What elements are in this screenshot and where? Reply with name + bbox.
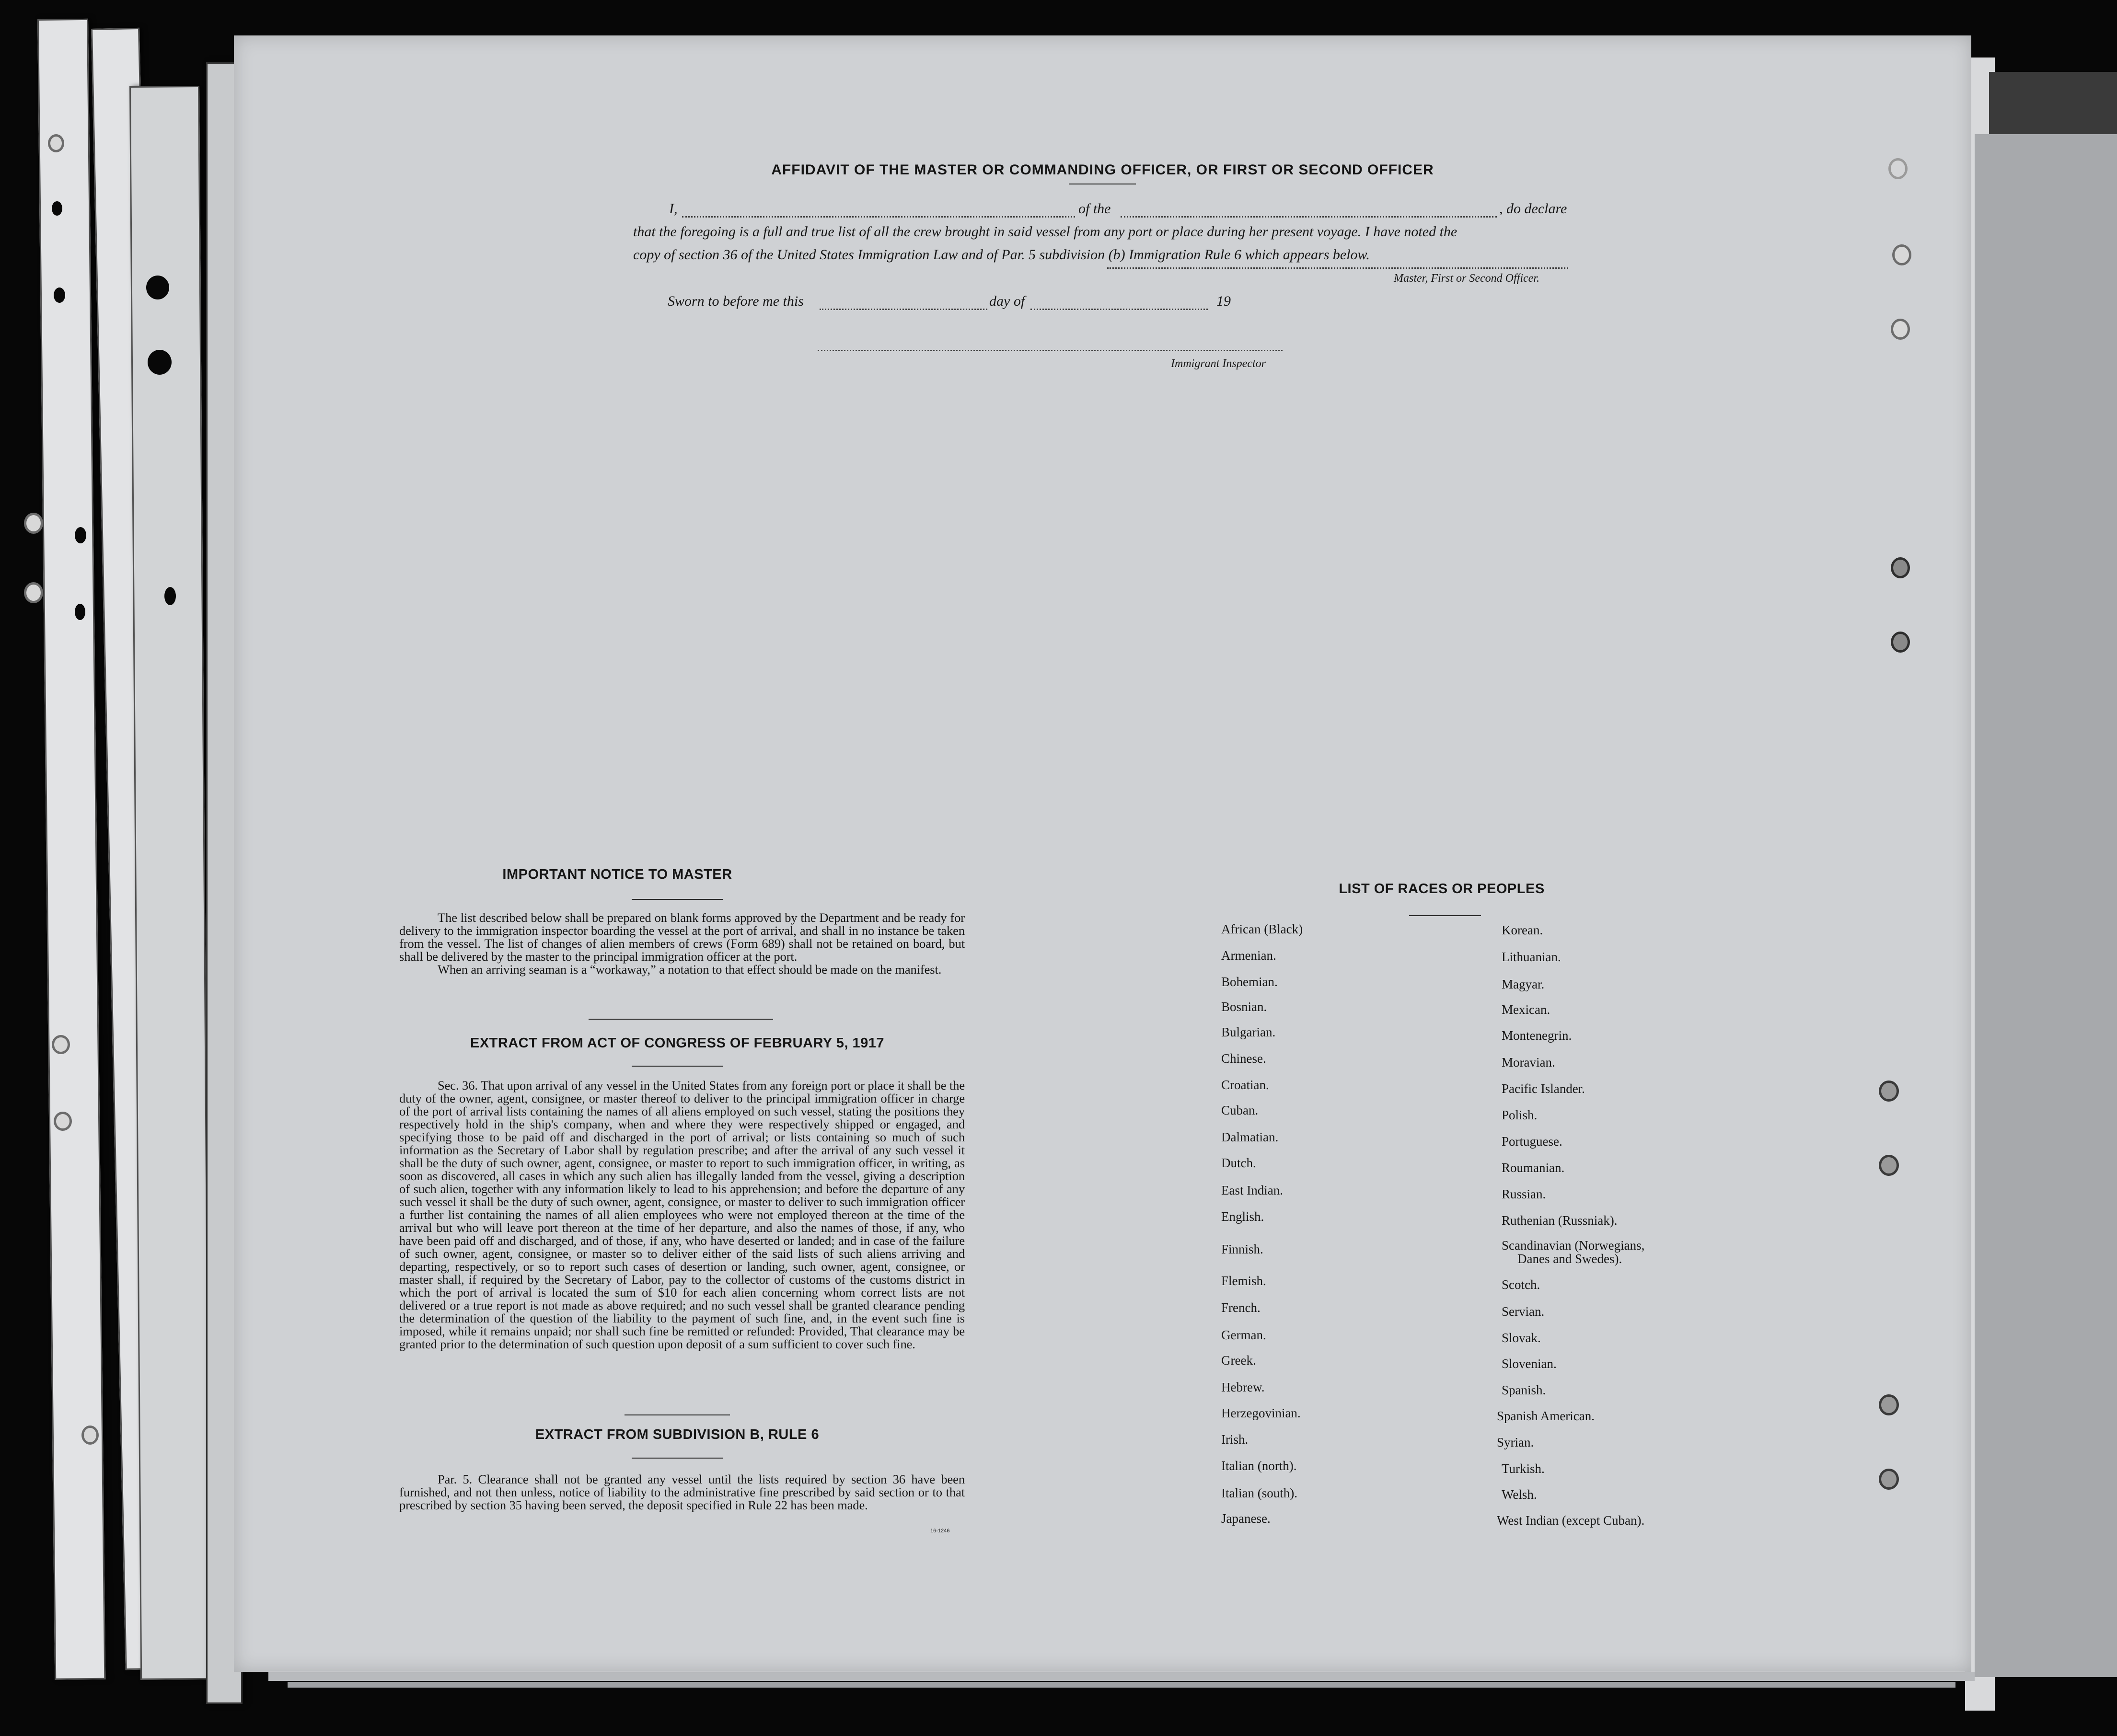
act-title-underline xyxy=(632,1066,723,1067)
binder-hole xyxy=(1891,319,1910,340)
punch-hole xyxy=(75,604,85,620)
form-number: 16-1246 xyxy=(930,1528,950,1534)
binder-hole xyxy=(1892,244,1911,265)
binder-hole xyxy=(1879,1081,1899,1102)
race-item: Montenegrin. xyxy=(1502,1028,1572,1043)
punch-hole xyxy=(24,582,43,603)
race-item: Italian (north). xyxy=(1221,1459,1297,1473)
race-item: Lithuanian. xyxy=(1502,950,1561,964)
race-item: Hebrew. xyxy=(1221,1380,1265,1394)
punch-hole xyxy=(48,134,64,152)
punch-hole xyxy=(148,350,172,375)
right-page-edge xyxy=(1975,134,2117,1677)
notice-title-underline xyxy=(632,899,723,900)
race-item: Ruthenian (Russniak). xyxy=(1502,1213,1618,1228)
section-36-text: Sec. 36. That upon arrival of any vessel in the United States from any foreign port or place it shall be the duty of the owner, agent, consignee, or master thereof to deliver to the principal immigration officer in charge of the port of arrival lists containing the names of all aliens employed on such vessel, stating the positions they respectively hold in the ship's company, when and where they were respectively shipped or engaged, and specifying those to be paid off and discharged in the port of arrival; or lists containing so much of such information as the Secretary of Labor shall by regulation prescribe; and after the arrival of any such vessel it shall be the duty of such owner, agent, consignee, or master to report to such immigration officer, in writing, as soon as discovered, all cases in which any such alien has illegally landed from the vessel, giving a description of such alien, together with any information likely to lead to his apprehension; and before the departure of any such vessel it shall be the duty of such owner, agent, consignee, or master to deliver to such immigration officer a further list containing the names of all alien employees who were not employed thereon at the time of the arrival but who will leave port thereon at the time of her departure, and also the names of those, if any, who have been paid off and discharged, and of those, if any, who have deserted or landed; and in case of the failure of such owner, agent, consignee, or master so to deliver either of the said lists of such aliens arriving and departing, respectively, or so to report such cases of desertion or landing, such owner, agent, consignee, or master shall, if required by the Secretary of Labor, pay to the collector of customs of the customs district in which the port of arrival is located the sum of $10 for each alien concerning whom correct lists are not delivered or a true report is not made as above required; and no such vessel shall be granted clearance pending the determination of the question of the liability to the payment of such fine, and, in the event such fine is imposed, while it remains unpaid; nor shall such fine be remitted or refunded: Provided, That clearance may be granted prior to the determination of such question upon deposit of a sum sufficient to cover such fine. xyxy=(399,1078,965,1351)
race-item: Japanese. xyxy=(1221,1511,1271,1526)
affidavit-declare-label: , do declare xyxy=(1499,201,1567,217)
race-item: English. xyxy=(1221,1209,1264,1224)
races-title-underline xyxy=(1409,915,1481,916)
punch-hole xyxy=(52,201,62,216)
race-item: Syrian. xyxy=(1497,1435,1534,1449)
race-item: Finnish. xyxy=(1221,1242,1263,1256)
race-item: Herzegovinian. xyxy=(1221,1406,1301,1420)
master-signature-line xyxy=(1107,267,1568,269)
bottom-page-edge xyxy=(268,1672,1975,1681)
race-item: West Indian (except Cuban). xyxy=(1497,1513,1645,1528)
race-item: Bohemian. xyxy=(1221,975,1278,989)
race-item: Chinese. xyxy=(1221,1051,1266,1066)
bottom-page-edge xyxy=(288,1682,1955,1688)
act-extract-text xyxy=(399,1079,965,1351)
punch-hole xyxy=(24,513,43,534)
punch-hole xyxy=(52,1035,70,1054)
race-item: Portuguese. xyxy=(1502,1134,1562,1149)
race-item: Polish. xyxy=(1502,1108,1538,1122)
notice-title: IMPORTANT NOTICE TO MASTER xyxy=(502,867,732,882)
inspector-signature-line xyxy=(818,350,1283,351)
name-blank-line xyxy=(682,216,1075,218)
race-item: Cuban. xyxy=(1221,1103,1259,1117)
race-item: Russian. xyxy=(1502,1187,1546,1201)
races-title: LIST OF RACES OR PEOPLES xyxy=(1339,881,1545,897)
year-label: 19 xyxy=(1216,293,1231,309)
binder-hole xyxy=(1879,1394,1899,1415)
right-page-edge xyxy=(1989,72,2117,134)
race-item: African (Black) xyxy=(1221,922,1303,936)
act-extract-title: EXTRACT FROM ACT OF CONGRESS OF FEBRUARY 5, 1917 xyxy=(470,1035,885,1051)
race-item: Flemish. xyxy=(1221,1274,1266,1288)
punch-hole xyxy=(54,287,65,303)
punch-hole xyxy=(75,527,86,543)
stacked-page-edge xyxy=(129,86,210,1680)
race-item: Spanish American. xyxy=(1497,1409,1595,1423)
race-item: Magyar. xyxy=(1502,977,1545,991)
race-item: Danes and Swedes). xyxy=(1517,1252,1622,1266)
race-item: Moravian. xyxy=(1502,1055,1555,1069)
binder-hole xyxy=(1879,1469,1899,1490)
race-item: Pacific Islander. xyxy=(1502,1081,1585,1096)
binder-hole xyxy=(1891,632,1910,653)
sworn-day-blank xyxy=(820,309,987,310)
notice-text xyxy=(399,911,965,976)
race-item: East Indian. xyxy=(1221,1183,1283,1197)
binder-hole xyxy=(1879,1155,1899,1176)
binder-hole xyxy=(1891,557,1910,578)
notice-paragraph-2: When an arriving seaman is a “workaway,” a notation to that effect should be made on the manifest. xyxy=(438,962,942,977)
punch-hole xyxy=(164,587,176,605)
rule-title-underline xyxy=(632,1458,723,1459)
race-item: Mexican. xyxy=(1502,1002,1550,1017)
affidavit-line-3: copy of section 36 of the United States Immigration Law and of Par. 5 subdivision (b) Immigration Rule 6 which appears below. xyxy=(633,247,1370,263)
affidavit-i-label: I, xyxy=(669,201,678,217)
affidavit-line-2: that the foregoing is a full and true list of all the crew brought in said vessel from any port or place during her present voyage. I have noted the xyxy=(633,224,1458,240)
race-item: Slovak. xyxy=(1502,1331,1541,1345)
binder-hole xyxy=(1888,158,1908,179)
race-item: Bosnian. xyxy=(1221,1000,1267,1014)
race-item: Spanish. xyxy=(1502,1383,1546,1397)
day-of-label: day of xyxy=(989,293,1025,309)
rule-extract-text xyxy=(399,1473,965,1512)
race-item: Dutch. xyxy=(1221,1156,1256,1170)
race-item: Croatian. xyxy=(1221,1078,1269,1092)
punch-hole xyxy=(146,276,169,299)
race-item: Roumanian. xyxy=(1502,1161,1565,1175)
race-item: Servian. xyxy=(1502,1304,1545,1319)
race-item: Korean. xyxy=(1502,923,1543,937)
race-item: Scandinavian (Norwegians, xyxy=(1502,1238,1645,1253)
race-item: French. xyxy=(1221,1300,1261,1315)
race-item: Dalmatian. xyxy=(1221,1130,1279,1144)
master-signature-caption: Master, First or Second Officer. xyxy=(1394,272,1539,285)
affidavit-of-the-label: of the xyxy=(1078,201,1111,217)
punch-hole xyxy=(54,1112,72,1131)
race-item: Armenian. xyxy=(1221,948,1276,963)
par-5-text: Par. 5. Clearance shall not be granted any vessel until the lists required by section 36 have been furnished, and not then unless, notice of liability to the administrative fine prescribed by said section or to that prescribed by section 35 having been served, the deposit specified in Rule 22 has been made. xyxy=(399,1472,965,1512)
section-divider xyxy=(625,1414,730,1415)
vessel-blank-line xyxy=(1121,216,1497,218)
race-item: Italian (south). xyxy=(1221,1486,1297,1500)
race-item: Turkish. xyxy=(1502,1461,1545,1476)
race-item: German. xyxy=(1221,1328,1266,1342)
section-divider xyxy=(589,1019,773,1020)
rule-extract-title: EXTRACT FROM SUBDIVISION B, RULE 6 xyxy=(535,1427,820,1442)
race-item: Slovenian. xyxy=(1502,1357,1557,1371)
inspector-caption: Immigrant Inspector xyxy=(1171,357,1266,370)
notice-paragraph-1: The list described below shall be prepared on blank forms approved by the Department and be ready for delivery to the immigration inspector boarding the vessel at the port of arrival, and shall in no instance be taken from the vessel. The list of changes of alien members of crews (Form 689) shall not be retained on board, but shall be delivered by the master to the principal immigration officer at the port. xyxy=(399,910,965,964)
race-item: Greek. xyxy=(1221,1353,1256,1368)
affidavit-document-page xyxy=(234,35,1971,1672)
race-item: Scotch. xyxy=(1502,1277,1540,1292)
affidavit-title: AFFIDAVIT OF THE MASTER OR COMMANDING OFFICER, OR FIRST OR SECOND OFFICER xyxy=(771,162,1434,178)
sworn-month-blank xyxy=(1030,309,1208,310)
race-item: Welsh. xyxy=(1502,1487,1537,1502)
sworn-label: Sworn to before me this xyxy=(668,293,804,309)
race-item: Irish. xyxy=(1221,1432,1249,1447)
punch-hole xyxy=(81,1426,99,1445)
race-item: Bulgarian. xyxy=(1221,1025,1276,1039)
